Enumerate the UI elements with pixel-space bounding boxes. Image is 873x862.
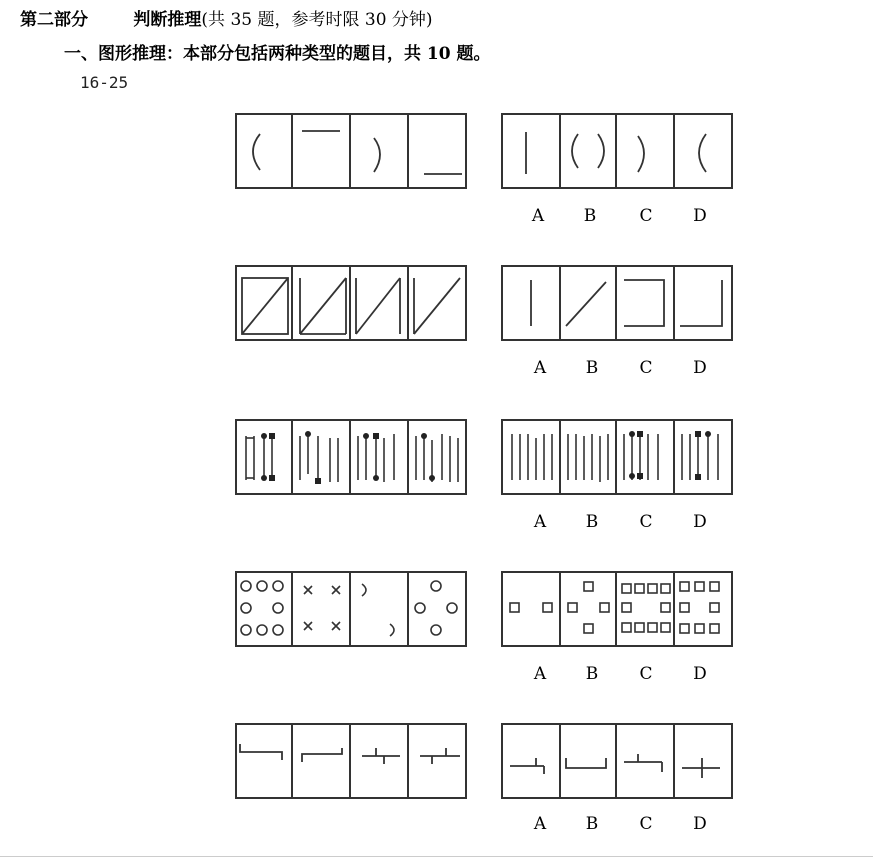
option-label: B [585,664,599,684]
section-meta: (共 35 题，参考时限 30 分钟) [201,10,433,30]
section-heading [20,8,433,32]
option-label: A [531,206,545,226]
option-label: C [639,664,653,684]
option-label: D [693,512,707,532]
option-label: B [585,814,599,834]
question-range: 16-25 [80,73,129,92]
part-label: 第二部分 [20,10,88,30]
puzzle-18-figure [234,418,734,498]
option-label: C [639,206,653,226]
puzzle-20 [234,722,734,842]
option-label: D [693,206,707,226]
option-label: D [693,358,707,378]
option-label: B [583,206,597,226]
subsection-heading: 一、图形推理：本部分包括两种类型的题目，共 10 题。 [64,44,491,64]
puzzle-18 [234,418,734,538]
puzzle-20-figure [234,722,734,802]
option-label: C [639,814,653,834]
option-label: D [693,814,707,834]
bottom-divider [0,856,873,857]
option-label: A [533,512,547,532]
puzzle-19 [234,570,734,690]
option-label: B [585,512,599,532]
puzzle-19-figure [234,570,734,650]
puzzle-16-figure [234,112,734,192]
option-label: C [639,512,653,532]
option-label: A [533,358,547,378]
option-label: D [693,664,707,684]
option-label: A [533,814,547,834]
option-label: B [585,358,599,378]
puzzle-17-figure [234,264,734,344]
puzzle-16 [234,112,734,232]
section-title: 判断推理 [133,10,202,30]
option-label: A [533,664,547,684]
option-label: C [639,358,653,378]
puzzle-17 [234,264,734,384]
